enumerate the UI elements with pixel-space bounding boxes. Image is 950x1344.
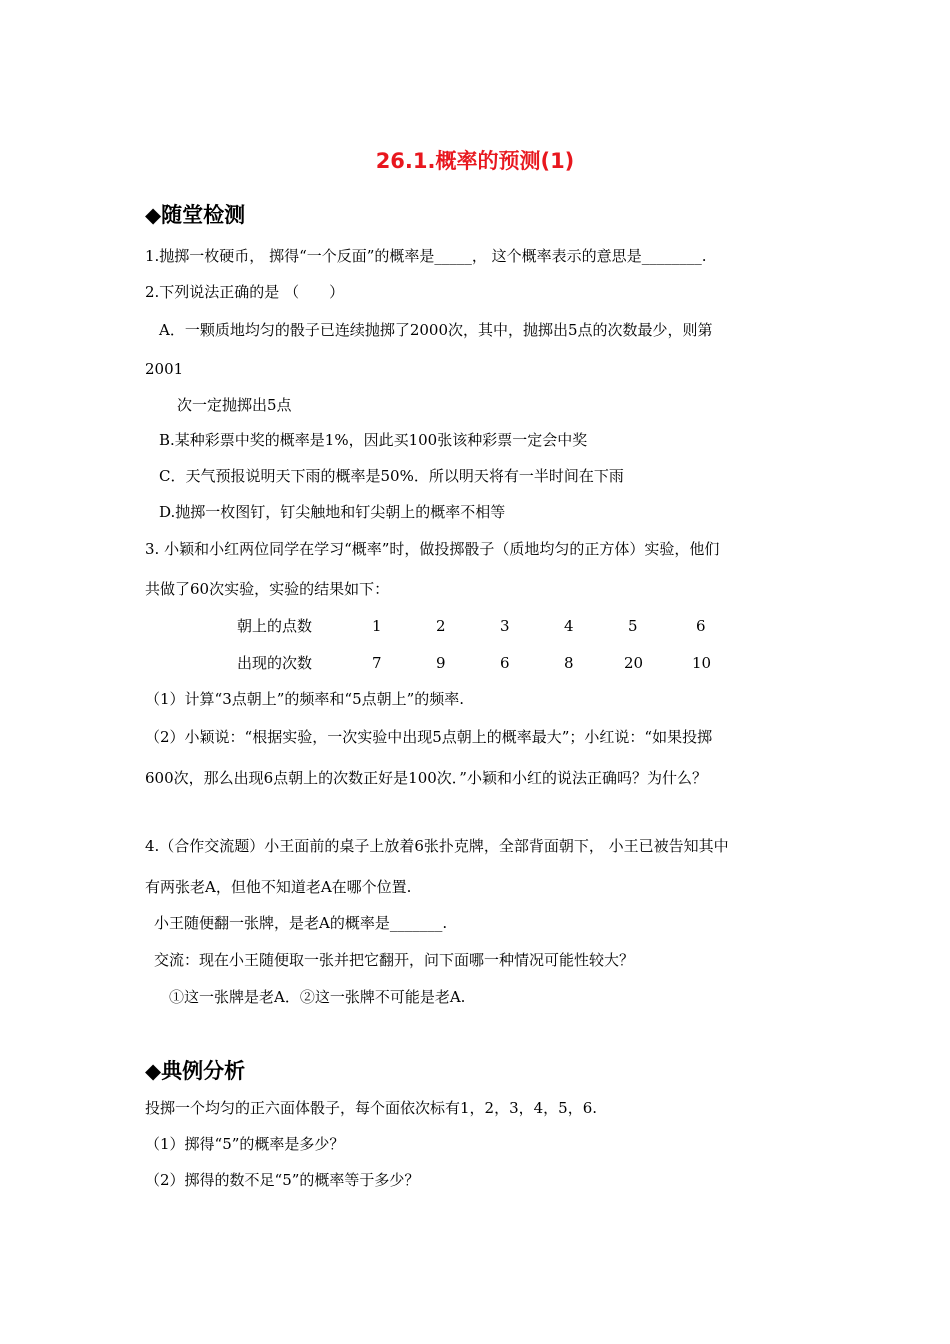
question-3-part-1: （1）计算“3点朝上”的频率和“5点朝上”的频率. — [145, 690, 465, 708]
page-title: 26.1.概率的预测(1) — [375, 149, 575, 173]
example-part-2: （2）掷得的数不足“5”的概率等于多少？ — [145, 1171, 420, 1189]
table-cell: 6 — [696, 617, 706, 635]
question-2: 2.下列说法正确的是 （ ） — [145, 283, 345, 301]
question-3-part-2-line1: （2）小颖说：“根据实验，一次实验中出现5点朝上的概率最大”；小红说：“如果投掷 — [145, 728, 713, 746]
question-3-line2: 共做了60次实验，实验的结果如下： — [145, 580, 390, 598]
question-4-line1: 4.（合作交流题）小王面前的桌子上放着6张扑克牌，全部背面朝下， 小王已被告知其中 — [145, 837, 729, 855]
question-2-option-d: D.抛掷一枚图钉，钉尖触地和钉尖朝上的概率不相等 — [159, 503, 506, 521]
table-cell: 6 — [500, 654, 510, 672]
table-cell: 5 — [628, 617, 638, 635]
example-part-1: （1）掷得“5”的概率是多少？ — [145, 1135, 345, 1153]
example-intro: 投掷一个均匀的正六面体骰子，每个面依次标有1，2，3，4，5，6. — [145, 1099, 598, 1117]
question-4-line4: 交流：现在小王随便取一张并把它翻开，问下面哪一种情况可能性较大？ — [154, 951, 635, 969]
question-2-option-a-line1: A．一颗质地均匀的骰子已连续抛掷了2000次，其中，抛掷出5点的次数最少，则第 — [159, 321, 713, 339]
table-header-count: 出现的次数 — [237, 654, 313, 672]
question-4-line3: 小王随便翻一张牌，是老A的概率是_______. — [154, 914, 448, 932]
section-heading-examples: ◆典例分析 — [145, 1059, 246, 1083]
table-cell: 2 — [436, 617, 446, 635]
section-heading-practice: ◆随堂检测 — [145, 203, 246, 227]
question-2-option-a-line3: 次一定抛掷出5点 — [177, 396, 292, 414]
table-cell: 3 — [500, 617, 510, 635]
table-cell: 7 — [372, 654, 382, 672]
question-1: 1.抛掷一枚硬币， 掷得“一个反面”的概率是_____， 这个概率表示的意思是________. — [145, 247, 707, 265]
question-2-option-c: C．天气预报说明天下雨的概率是50%．所以明天将有一半时间在下雨 — [159, 467, 624, 485]
question-3-part-2-line2: 600次，那么出现6点朝上的次数正好是100次．”小颖和小红的说法正确吗？为什么？ — [145, 769, 707, 787]
table-cell: 8 — [564, 654, 574, 672]
question-4-line2: 有两张老A，但他不知道老A在哪个位置. — [145, 878, 412, 896]
table-cell: 20 — [624, 654, 644, 672]
question-2-option-a-line2: 2001 — [145, 360, 184, 378]
table-cell: 1 — [372, 617, 382, 635]
table-cell: 4 — [564, 617, 574, 635]
question-3-line1: 3. 小颖和小红两位同学在学习“概率”时，做投掷骰子（质地均匀的正方体）实验，他们 — [145, 540, 720, 558]
table-cell: 9 — [436, 654, 446, 672]
table-cell: 10 — [692, 654, 712, 672]
table-header-face: 朝上的点数 — [237, 617, 313, 635]
question-4-line5: ①这一张牌是老A．②这一张牌不可能是老A. — [169, 988, 466, 1006]
question-2-option-b: B.某种彩票中奖的概率是1%，因此买100张该种彩票一定会中奖 — [159, 431, 588, 449]
